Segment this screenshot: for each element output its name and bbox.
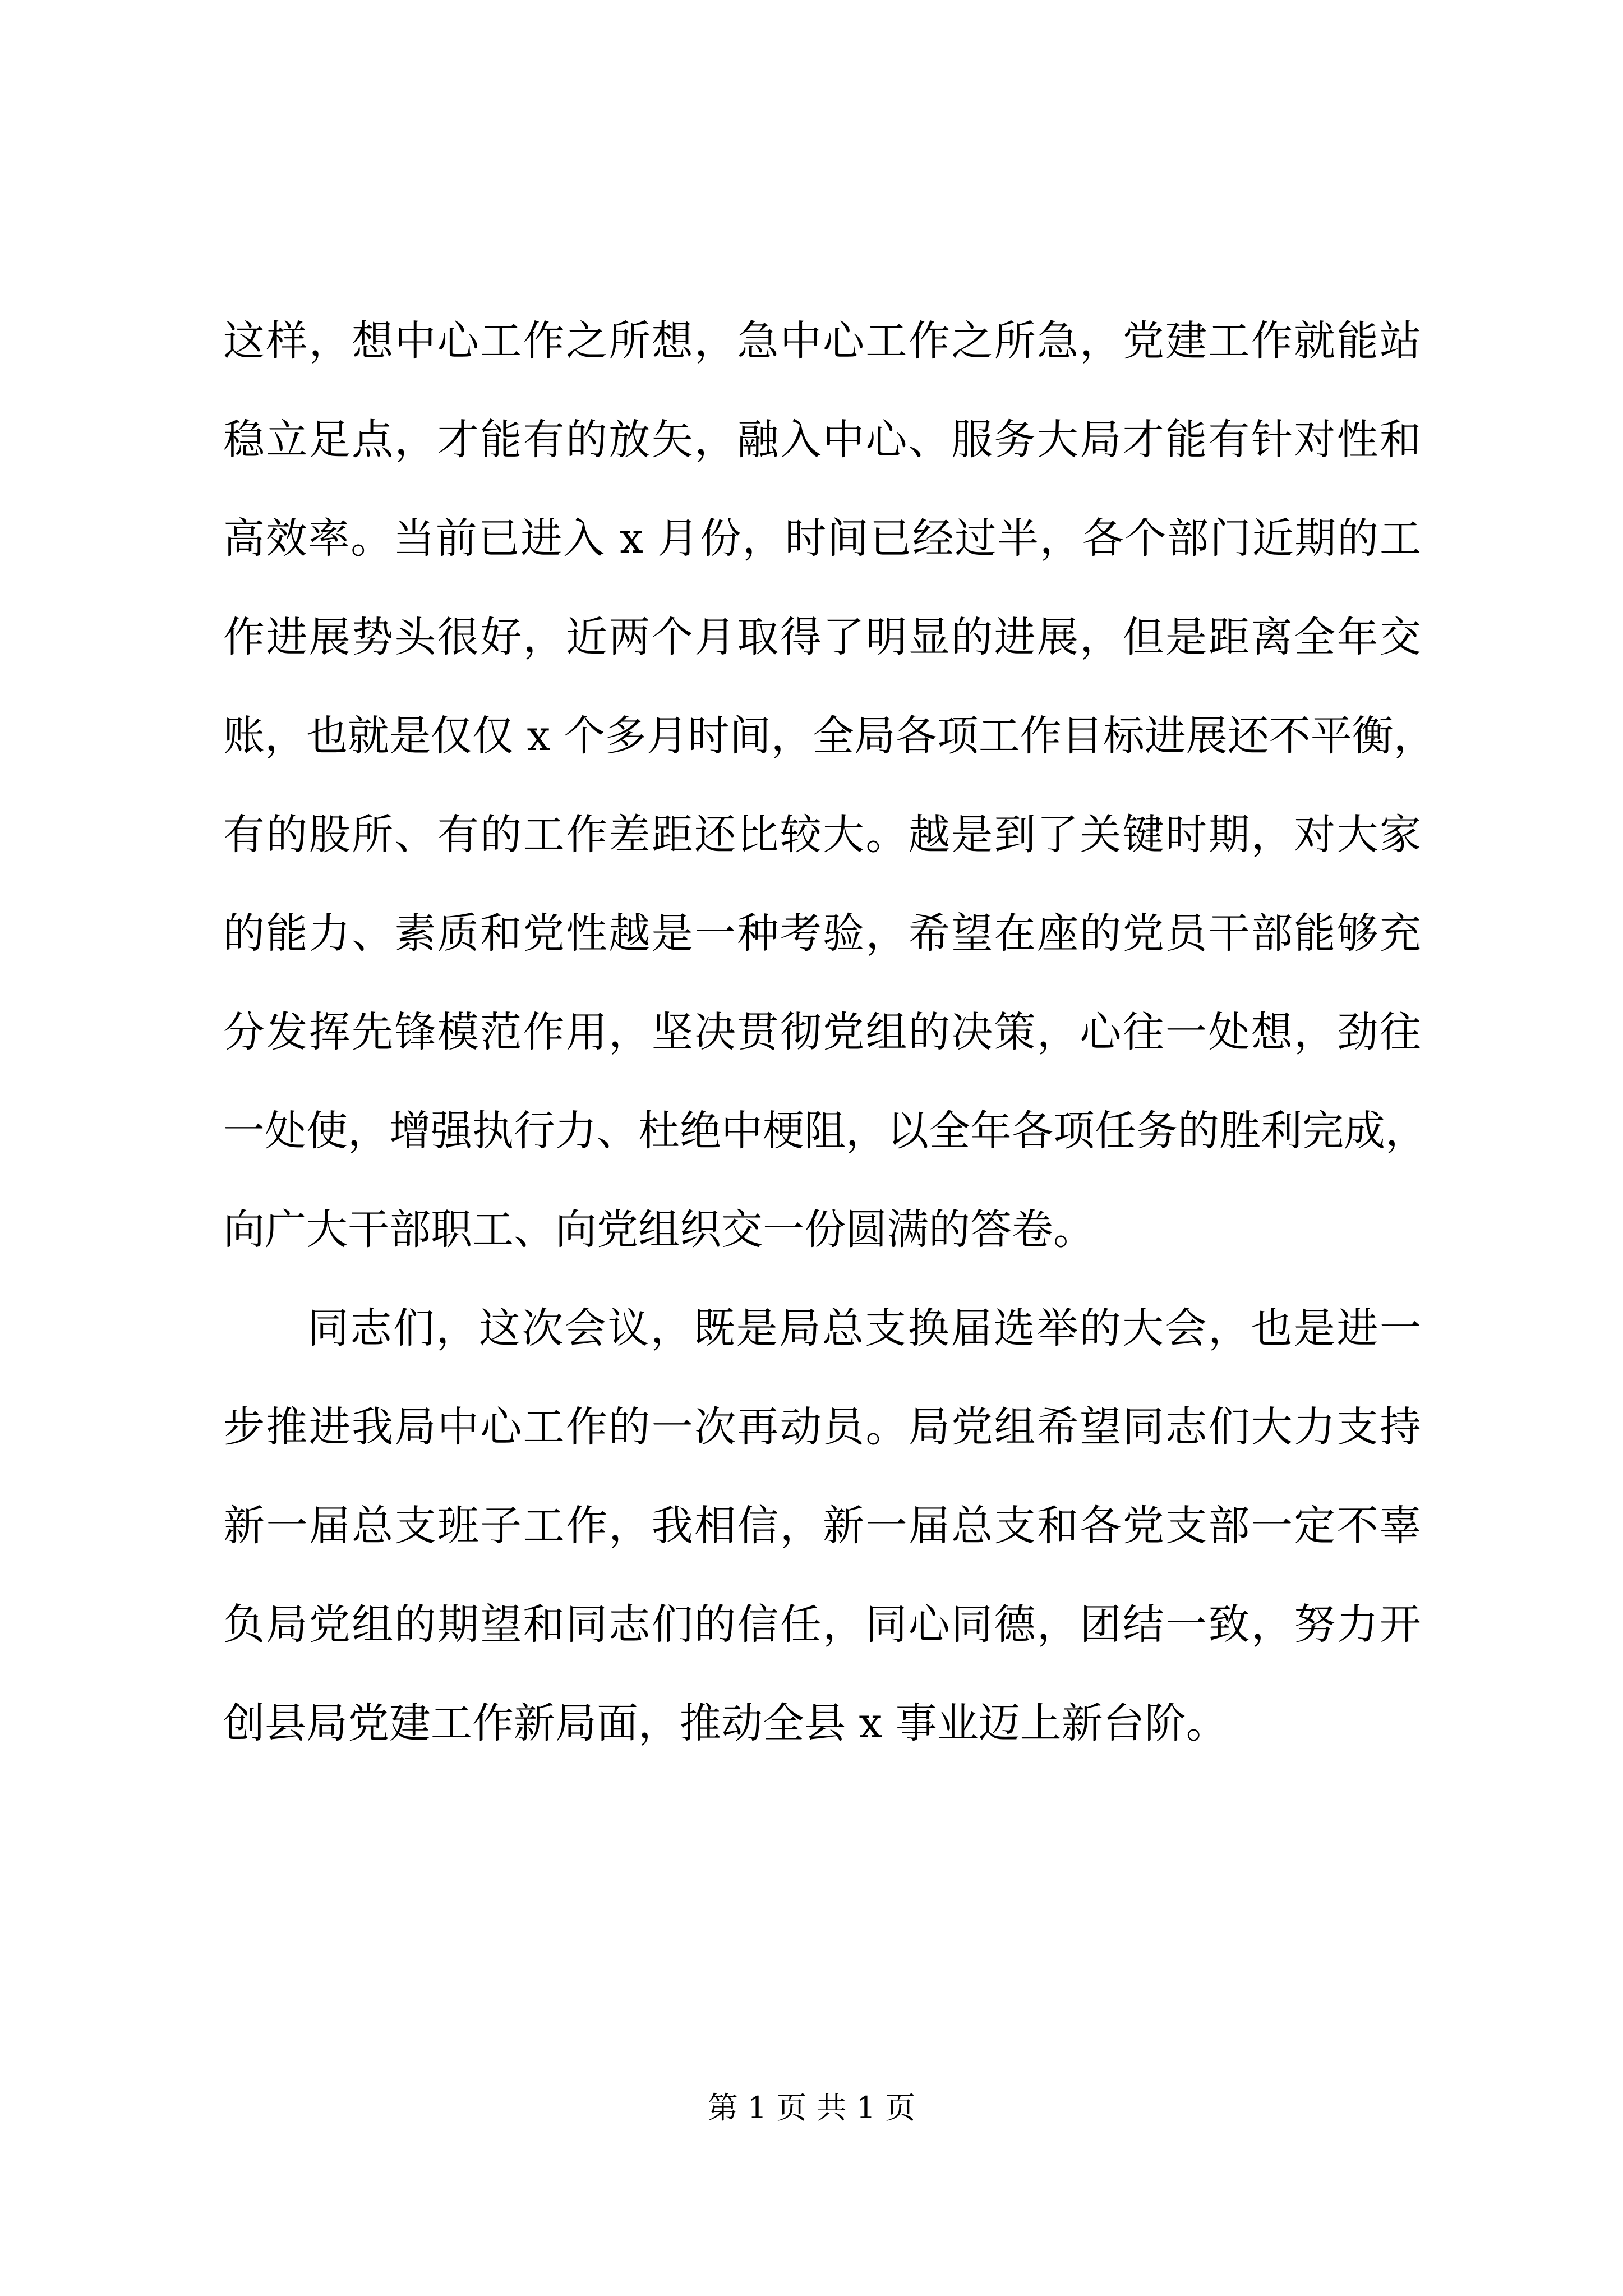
paragraph-line: 的能力、素质和党性越是一种考验，希望在座的党员干部能够充 bbox=[223, 909, 1421, 958]
paragraph-line: 这样，想中心工作之所想，急中心工作之所急，党建工作就能站 bbox=[223, 317, 1421, 365]
paragraph-line: 同志们，这次会议，既是局总支换届选举的大会，也是进一 bbox=[307, 1304, 1421, 1352]
paragraph-line: 稳立足点，才能有的放矢，融入中心、服务大局才能有针对性和 bbox=[223, 416, 1421, 464]
paragraph-line: 负局党组的期望和同志们的信任，同心同德，团结一致，努力开 bbox=[223, 1600, 1421, 1649]
paragraph-line: 新一届总支班子工作，我相信，新一届总支和各党支部一定不辜 bbox=[223, 1502, 1421, 1550]
paragraph-2 bbox=[223, 1279, 1421, 1773]
paragraph-line: 高效率。当前已进入 x 月份，时间已经过半，各个部门近期的工 bbox=[223, 514, 1421, 563]
paragraph-1 bbox=[223, 292, 1435, 1279]
paragraph-line: 有的股所、有的工作差距还比较大。越是到了关键时期，对大家 bbox=[223, 811, 1421, 859]
paragraph-line: 步推进我局中心工作的一次再动员。局党组希望同志们大力支持 bbox=[223, 1403, 1421, 1451]
paragraph-line: 作进展势头很好，近两个月取得了明显的进展，但是距离全年交 bbox=[223, 613, 1421, 661]
document-body bbox=[223, 292, 1435, 1773]
paragraph-line: 分发挥先锋模范作用，坚决贯彻党组的决策，心往一处想，劲往 bbox=[223, 1008, 1421, 1056]
page-footer: 第 1 页 共 1 页 bbox=[707, 2090, 916, 2125]
paragraph-line: 账，也就是仅仅 x 个多月时间，全局各项工作目标进展还不平衡， bbox=[223, 712, 1435, 760]
paragraph-line: 向广大干部职工、向党组织交一份圆满的答卷。 bbox=[223, 1205, 1095, 1254]
paragraph-line: 创县局党建工作新局面，推动全县 x 事业迈上新台阶。 bbox=[223, 1699, 1228, 1747]
paragraph-line: 一处使，增强执行力、杜绝中梗阻，以全年各项任务的胜利完成， bbox=[223, 1107, 1427, 1155]
